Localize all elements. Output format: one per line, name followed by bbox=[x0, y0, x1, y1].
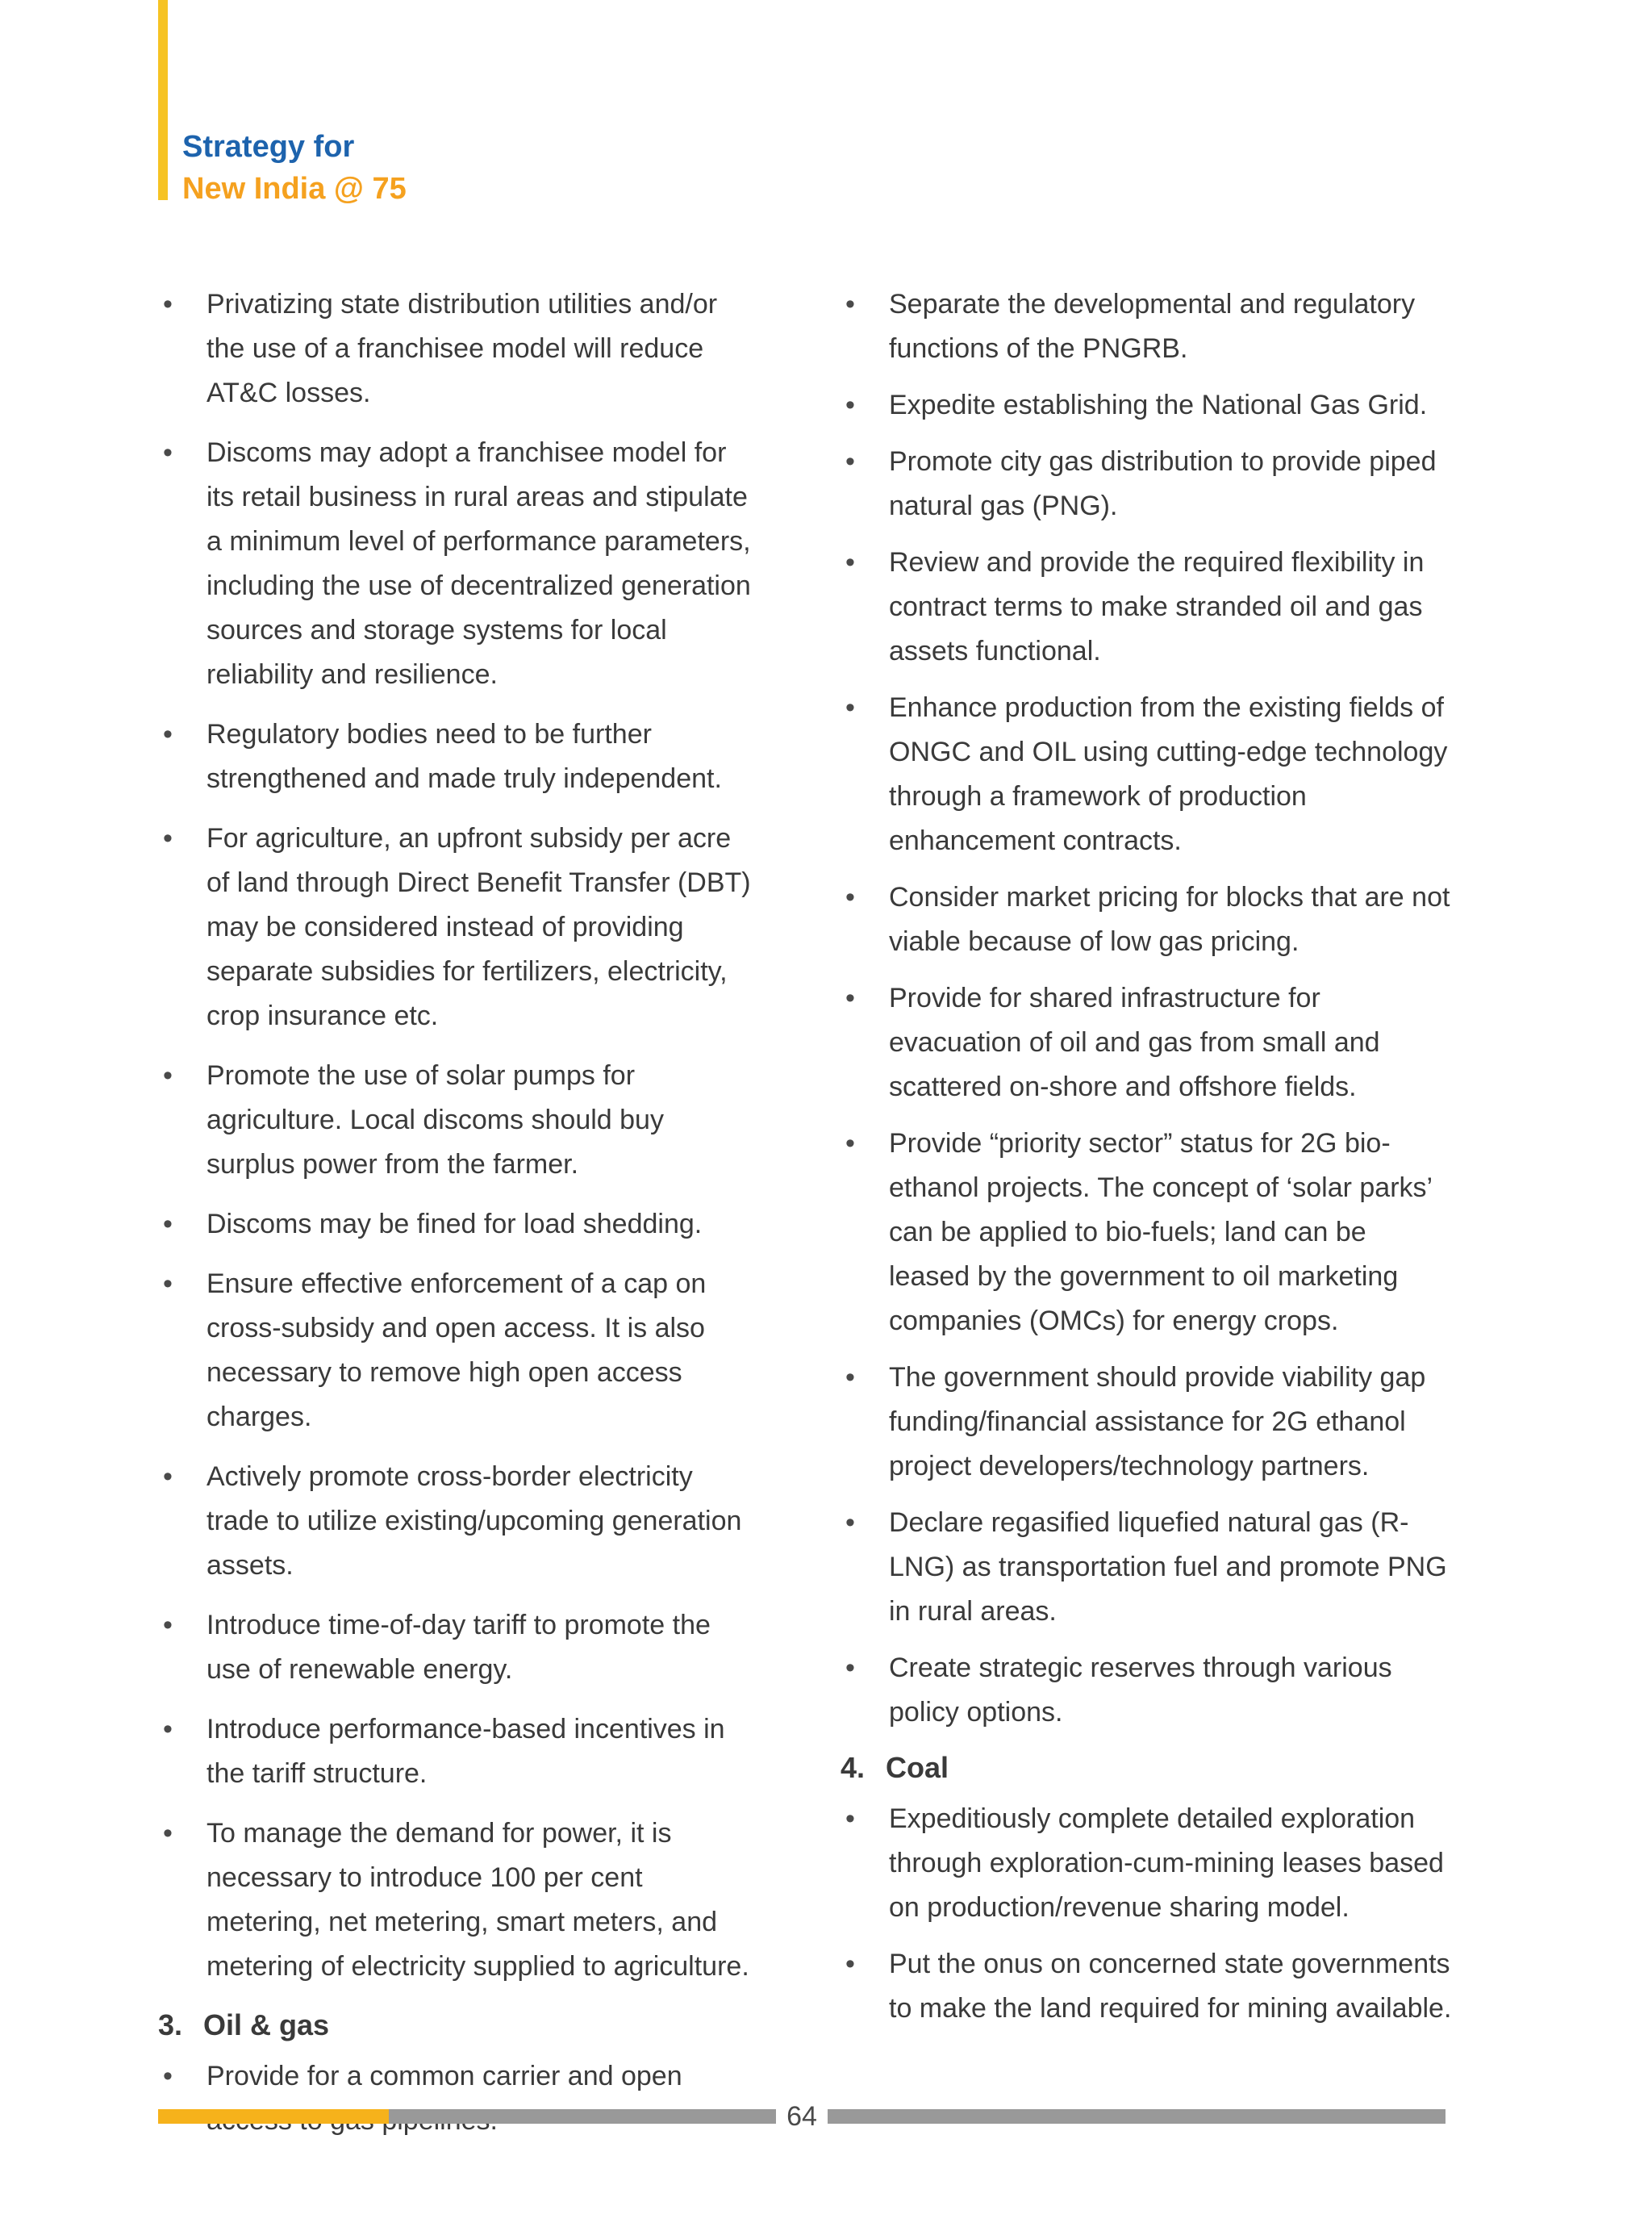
list-item bbox=[158, 1811, 755, 1989]
bullet-icon: • bbox=[163, 437, 173, 468]
list-item bbox=[841, 1646, 1454, 1735]
oil-gas-bullet-list bbox=[158, 2054, 755, 2143]
bullet-icon: • bbox=[163, 1060, 173, 1091]
list-item-text: Provide for shared infrastructure for evacuation of oil and gas from small and scattered on-shore and offshore fields. bbox=[889, 983, 1380, 1102]
bullet-icon: • bbox=[163, 1461, 173, 1492]
page-number: 64 bbox=[786, 2101, 817, 2132]
list-item bbox=[158, 1262, 755, 1439]
list-item bbox=[158, 1707, 755, 1796]
section-number: 4. bbox=[841, 1751, 866, 1784]
list-item bbox=[841, 686, 1454, 863]
header-accent-bar bbox=[158, 0, 168, 200]
bullet-icon: • bbox=[845, 1949, 855, 1979]
list-item bbox=[158, 2054, 755, 2143]
section-title: Coal bbox=[886, 1751, 949, 1784]
section-heading-oil-gas bbox=[158, 2004, 755, 2046]
list-item-text: Expedite establishing the National Gas Grid. bbox=[889, 390, 1428, 420]
bullet-icon: • bbox=[163, 1818, 173, 1849]
header-title-line1: Strategy for bbox=[182, 130, 355, 164]
list-item-text: Expeditiously complete detailed exploration through exploration-cum-mining leases based on production/revenue sharing model. bbox=[889, 1803, 1444, 1923]
bullet-icon: • bbox=[845, 1652, 855, 1683]
bullet-icon: • bbox=[845, 1803, 855, 1834]
list-item bbox=[841, 1122, 1454, 1343]
right-column bbox=[841, 282, 1454, 2043]
list-item bbox=[841, 1356, 1454, 1489]
list-item-text: Declare regasified liquefied natural gas (R-LNG) as transportation fuel and promote PNG in rural areas. bbox=[889, 1507, 1447, 1627]
list-item bbox=[841, 1942, 1454, 2031]
list-item bbox=[841, 1501, 1454, 1634]
footer-divider-right bbox=[828, 2109, 1446, 2124]
bullet-icon: • bbox=[163, 289, 173, 320]
list-item-text: Provide for a common carrier and open bbox=[206, 2061, 682, 2091]
list-item-text: Privatizing state distribution utilities and/or the use of a franchisee model will reduce AT&C losses. bbox=[206, 289, 718, 408]
list-item-text: Promote the use of solar pumps for agriculture. Local discoms should buy surplus power from the farmer. bbox=[206, 1060, 664, 1180]
list-item-text: Separate the developmental and regulatory functions of the PNGRB. bbox=[889, 289, 1416, 364]
list-item-text: Consider market pricing for blocks that are not viable because of low gas pricing. bbox=[889, 882, 1450, 957]
list-item bbox=[158, 1455, 755, 1588]
section-heading-coal bbox=[841, 1747, 1454, 1789]
bullet-icon: • bbox=[845, 983, 855, 1013]
header-title-line2: New India @ 75 bbox=[182, 172, 407, 206]
list-item-text: To manage the demand for power, it is necessary to introduce 100 per cent metering, net metering, smart meters, and metering of electricity supplied to agriculture. bbox=[206, 1818, 749, 1982]
section-title: Oil & gas bbox=[203, 2008, 330, 2041]
list-item-text: Enhance production from the existing fields of ONGC and OIL using cutting-edge technology through a framework of production enhancement contracts. bbox=[889, 692, 1448, 856]
bullet-icon: • bbox=[163, 1610, 173, 1640]
list-item bbox=[158, 1202, 755, 1247]
list-item-text: Put the onus on concerned state governments to make the land required for mining available. bbox=[889, 1949, 1452, 2024]
list-item-text: Regulatory bodies need to be further strengthened and made truly independent. bbox=[206, 719, 722, 794]
page-header bbox=[182, 126, 407, 210]
list-item-text: For agriculture, an upfront subsidy per acre of land through Direct Benefit Transfer (DBT) may be considered instead of providing separate subsidies for fertilizers, electricity, crop insurance etc. bbox=[206, 823, 751, 1031]
bullet-icon: • bbox=[845, 882, 855, 913]
list-item bbox=[841, 1797, 1454, 1930]
bullet-icon: • bbox=[163, 1268, 173, 1299]
bullet-icon: • bbox=[163, 2061, 173, 2091]
section-number: 3. bbox=[158, 2008, 183, 2041]
bullet-icon: • bbox=[845, 547, 855, 578]
bullet-icon: • bbox=[845, 289, 855, 320]
list-item-text: The government should provide viability gap funding/financial assistance for 2G ethanol project developers/technology partners. bbox=[889, 1362, 1426, 1481]
list-item-text: Introduce time-of-day tariff to promote the use of renewable energy. bbox=[206, 1610, 711, 1685]
list-item bbox=[158, 431, 755, 697]
list-item-text: Ensure effective enforcement of a cap on cross-subsidy and open access. It is also necessary to remove high open access charges. bbox=[206, 1268, 707, 1432]
footer-divider-left bbox=[389, 2109, 776, 2124]
list-item bbox=[158, 1054, 755, 1187]
list-item bbox=[158, 1603, 755, 1692]
list-item bbox=[158, 282, 755, 416]
list-item bbox=[841, 976, 1454, 1109]
power-bullet-list bbox=[158, 282, 755, 1989]
list-item-text: Discoms may be fined for load shedding. bbox=[206, 1209, 703, 1239]
left-column bbox=[158, 282, 755, 2158]
bullet-icon: • bbox=[845, 390, 855, 420]
footer-accent-bar bbox=[158, 2109, 389, 2124]
bullet-icon: • bbox=[845, 1128, 855, 1159]
list-item bbox=[841, 282, 1454, 371]
oil-gas-continued-bullet-list bbox=[841, 282, 1454, 1735]
list-item bbox=[841, 541, 1454, 674]
list-item bbox=[841, 440, 1454, 529]
bullet-icon: • bbox=[845, 446, 855, 477]
bullet-icon: • bbox=[845, 1507, 855, 1538]
bullet-icon: • bbox=[163, 823, 173, 854]
list-item-text: Discoms may adopt a franchisee model for its retail business in rural areas and stipulate a minimum level of performance parameters, including the use of decentralized generation sources and storage systems for local reliability and resilience. bbox=[206, 437, 751, 690]
bullet-icon: • bbox=[845, 692, 855, 723]
list-item bbox=[841, 875, 1454, 964]
bullet-icon: • bbox=[163, 1209, 173, 1239]
list-item-text: Create strategic reserves through various policy options. bbox=[889, 1652, 1392, 1728]
list-item bbox=[158, 817, 755, 1038]
bullet-icon: • bbox=[163, 1714, 173, 1744]
list-item-text: Promote city gas distribution to provide piped natural gas (PNG). bbox=[889, 446, 1437, 521]
list-item-text: Actively promote cross-border electricity trade to utilize existing/upcoming generation assets. bbox=[206, 1461, 742, 1581]
bullet-icon: • bbox=[163, 719, 173, 750]
list-item bbox=[158, 712, 755, 801]
coal-bullet-list bbox=[841, 1797, 1454, 2031]
list-item-text: Provide “priority sector” status for 2G bio-ethanol projects. The concept of ‘solar parks’ can be applied to bio-fuels; land can be leased by the government to oil marketing companies (OMCs) for energy crops. bbox=[889, 1128, 1432, 1336]
bullet-icon: • bbox=[845, 1362, 855, 1393]
list-item-text: Introduce performance-based incentives in the tariff structure. bbox=[206, 1714, 725, 1789]
list-item-text: Review and provide the required flexibility in contract terms to make stranded oil and gas assets functional. bbox=[889, 547, 1425, 666]
list-item bbox=[841, 383, 1454, 428]
